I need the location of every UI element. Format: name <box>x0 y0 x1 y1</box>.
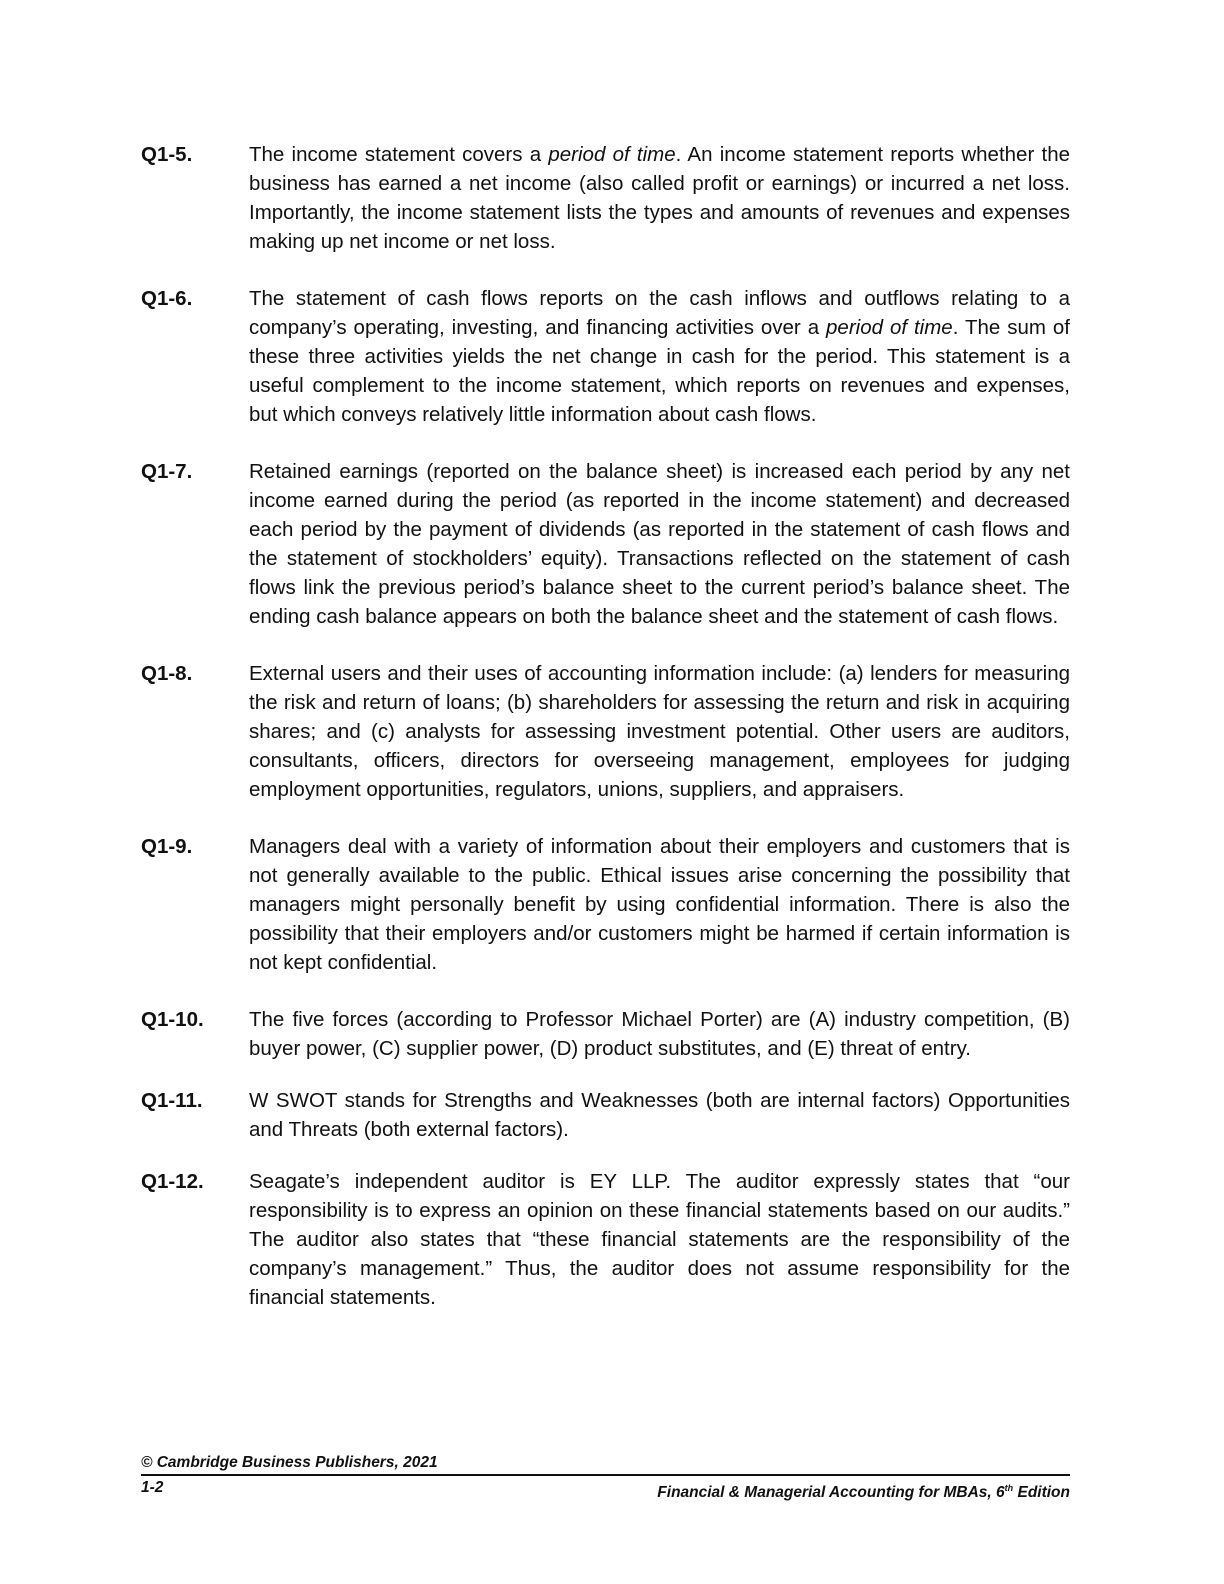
question-item <box>141 140 1070 256</box>
question-item <box>141 832 1070 977</box>
answer-text <box>249 284 1070 429</box>
question-label: Q1-9. <box>141 835 193 858</box>
question-label: Q1-12. <box>141 1170 204 1193</box>
text-run: The statement of cash flows reports on the cash inflows and outflows relating to a company’s operating, investing, and financing activities over a <box>249 287 1070 339</box>
answer-text <box>249 1086 1070 1144</box>
question-item <box>141 1167 1070 1312</box>
question-label: Q1-7. <box>141 460 193 483</box>
footer-row <box>141 1478 1070 1503</box>
edition-word: Edition <box>1013 1484 1070 1501</box>
answer-text <box>249 140 1070 256</box>
question-label: Q1-5. <box>141 143 193 166</box>
answer-text <box>249 1167 1070 1312</box>
text-run: Retained earnings (reported on the balance sheet) is increased each period by any net income earned during the period (as reported in the income statement) and decreased each period by the payment of dividends (as reported in the statement of cash flows and the statement of stockholders’ equity). Transactions reflected on the statement of cash flows link the previous period’s balance sheet to the current period’s balance sheet. The ending cash balance appears on both the balance sheet and the statement of cash flows. <box>249 460 1070 628</box>
copyright-notice: © Cambridge Business Publishers, 2021 <box>141 1454 438 1471</box>
answer-text <box>249 1005 1070 1063</box>
text-run: Managers deal with a variety of information about their employers and customers that is not generally available to the public. Ethical issues arise concerning the possibility that managers might personally benefit by using confidential information. There is also the possibility that their employers and/or customers might be harmed if certain information is not kept confidential. <box>249 835 1070 974</box>
question-item <box>141 284 1070 429</box>
question-item <box>141 457 1070 631</box>
question-label: Q1-8. <box>141 662 193 685</box>
text-run: The five forces (according to Professor Michael Porter) are (A) industry competition, (B) buyer power, (C) supplier power, (D) product substitutes, and (E) threat of entry. <box>249 1008 1070 1060</box>
question-label: Q1-6. <box>141 287 193 310</box>
page-footer <box>141 1453 1070 1503</box>
text-run: Seagate’s independent auditor is EY LLP. The auditor expressly states that “our responsibility is to express an opinion on these financial statements based on our audits.” The auditor also states that “these financial statements are the responsibility of the company’s management.” Thus, the auditor does not assume responsibility for the financial statements. <box>249 1170 1070 1309</box>
edition-superscript: th <box>1004 1483 1014 1493</box>
question-item <box>141 659 1070 804</box>
page-number: 1-2 <box>141 1479 164 1496</box>
question-label: Q1-11. <box>141 1089 203 1112</box>
emphasis-text: period of time <box>548 143 676 166</box>
text-run: . An income statement reports whether the business has earned a net income (also called profit or earnings) or incurred a net loss. Importantly, the income statement lists the types and amounts of revenues and expenses making up net income or net loss. <box>249 143 1070 253</box>
answer-text <box>249 457 1070 631</box>
book-title-text: Financial & Managerial Accounting for MBAs, 6 <box>657 1484 1005 1501</box>
text-run: External users and their uses of accounting information include: (a) lenders for measuring the risk and return of loans; (b) shareholders for assessing the return and risk in acquiring shares; and (c) analysts for assessing investment potential. Other users are auditors, consultants, officers, directors for overseeing management, employees for judging employment opportunities, regulators, unions, suppliers, and appraisers. <box>249 662 1070 801</box>
question-item <box>141 1086 1070 1144</box>
question-label: Q1-10. <box>141 1008 204 1031</box>
book-title <box>657 1478 1070 1503</box>
answer-text <box>249 832 1070 977</box>
text-run: . The sum of these three activities yields the net change in cash for the period. This statement is a useful complement to the income statement, which reports on revenues and expenses, but which conveys relatively little information about cash flows. <box>249 316 1070 426</box>
question-item <box>141 1005 1070 1063</box>
text-run: The income statement covers a <box>249 143 549 166</box>
text-run: W SWOT stands for Strengths and Weaknesses (both are internal factors) Opportunities and Threats (both external factors). <box>249 1089 1070 1141</box>
question-list <box>141 140 1070 1340</box>
footer-divider <box>141 1474 1070 1476</box>
answer-text <box>249 659 1070 804</box>
emphasis-text: period of time <box>826 316 953 339</box>
